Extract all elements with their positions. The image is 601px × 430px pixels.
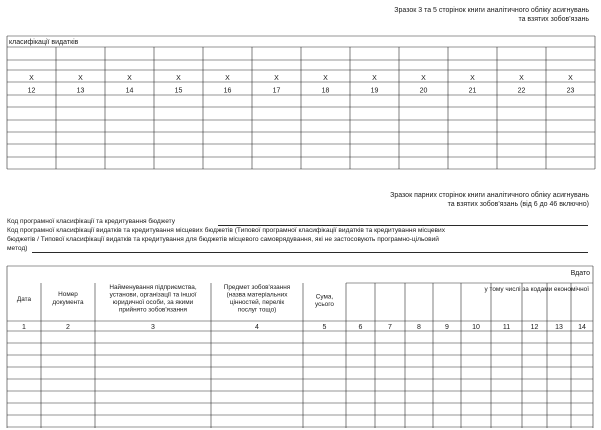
- top-table-x-mark: X: [470, 75, 475, 82]
- bottom-table-header-text: Номер: [58, 291, 78, 298]
- bottom-table-header-text: прийнято зобов'язання: [118, 306, 188, 314]
- bottom-table-col-number: 13: [555, 324, 563, 331]
- bottom-table-col-number: 3: [151, 324, 155, 331]
- bottom-table-header-text: усього: [315, 301, 334, 308]
- top-table-x-mark: X: [274, 75, 279, 82]
- local-budget-code-label-3: метод): [7, 245, 28, 252]
- top-table-col-number: 22: [517, 87, 526, 95]
- top-table-col-number: 23: [566, 87, 575, 95]
- bottom-caption-line1: Зразок парних сторінок книги аналітичного обліку асигнувань: [390, 192, 589, 199]
- top-table-x-mark: X: [29, 75, 34, 82]
- top-table-col-number: 16: [223, 87, 232, 95]
- bottom-table-header-text: Найменування підприємства,: [109, 284, 197, 291]
- local-budget-code-line-1: Код програмної класифікації видатків та кредитування місцевих бюджетів (Типової програмної класифікації видатків та кредитування місцевих: [7, 227, 446, 234]
- budget-code-label: Код програмної класифікації та кредитування бюджету: [7, 218, 176, 225]
- bottom-table-subgroup-header: у тому числі за кодами економічної: [484, 286, 589, 293]
- top-table-col-number: 19: [370, 87, 379, 95]
- top-table-x-mark: X: [568, 75, 573, 82]
- top-caption-line1: Зразок 3 та 5 сторінок книги аналітичного обліку асигнувань: [394, 7, 589, 14]
- top-table-col-number: 17: [272, 87, 281, 95]
- top-table-x-mark: X: [127, 75, 132, 82]
- bottom-table-header-text: документа: [52, 299, 84, 306]
- top-table-x-mark: X: [519, 75, 524, 82]
- bottom-caption-line2: та взятих зобов'язань (від 6 до 46 включно): [447, 201, 589, 208]
- bottom-table-col-number: 9: [445, 324, 449, 331]
- top-table-col-number: 13: [76, 87, 85, 95]
- top-table-col-number: 12: [27, 87, 36, 95]
- top-table-col-number: 21: [468, 87, 477, 95]
- top-caption-line2: та взятих зобов'язань: [518, 16, 589, 23]
- bottom-table-col-number: 8: [417, 324, 421, 331]
- top-table-col-number: 20: [419, 87, 428, 95]
- top-table-x-mark: X: [176, 75, 181, 82]
- local-budget-code-line-2: бюджетів / Типової класифікації видатків та кредитування для бюджетів місцевого самоврядування, які не застосовують програмно-цільовий: [7, 236, 439, 243]
- bottom-table-col-number: 7: [388, 324, 392, 331]
- bottom-table-header-text: послуг тощо): [237, 306, 277, 314]
- bottom-table-header-text: Предмет зобов'язання: [223, 284, 291, 291]
- bottom-table-col-number: 14: [578, 324, 586, 331]
- bottom-table-header-text: Дата: [16, 296, 32, 303]
- bottom-table-header-text: юридичної особи, за якими: [112, 299, 194, 306]
- top-table-col-number: 15: [174, 87, 183, 95]
- top-table-x-mark: X: [421, 75, 426, 82]
- top-table-x-mark: X: [78, 75, 83, 82]
- bottom-table-col-number: 10: [472, 324, 480, 331]
- bottom-table-header-text: цінностей, перелік: [229, 299, 285, 306]
- bottom-table-col-number: 12: [530, 324, 539, 331]
- bottom-table-col-number: 1: [22, 324, 26, 331]
- top-table-col-number: 14: [125, 87, 134, 95]
- top-table-x-mark: X: [225, 75, 230, 82]
- bottom-table-header-text: установи, організації та іншої: [109, 291, 197, 299]
- top-table-x-mark: X: [323, 75, 328, 82]
- bottom-table-header-text: (назва матеріальних: [226, 291, 288, 299]
- top-table-x-mark: X: [372, 75, 377, 82]
- bottom-table-col-number: 4: [255, 324, 259, 331]
- bottom-table-header-text: Сума,: [315, 293, 334, 301]
- top-table-col-number: 18: [321, 87, 330, 95]
- top-table-header-label: класифікації видатків: [9, 39, 79, 46]
- bottom-table-title: Вдато: [570, 270, 590, 277]
- bottom-table-col-number: 2: [66, 324, 70, 331]
- bottom-table-col-number: 5: [322, 324, 327, 331]
- bottom-table-col-number: 11: [502, 324, 511, 331]
- bottom-table-col-number: 6: [358, 324, 363, 331]
